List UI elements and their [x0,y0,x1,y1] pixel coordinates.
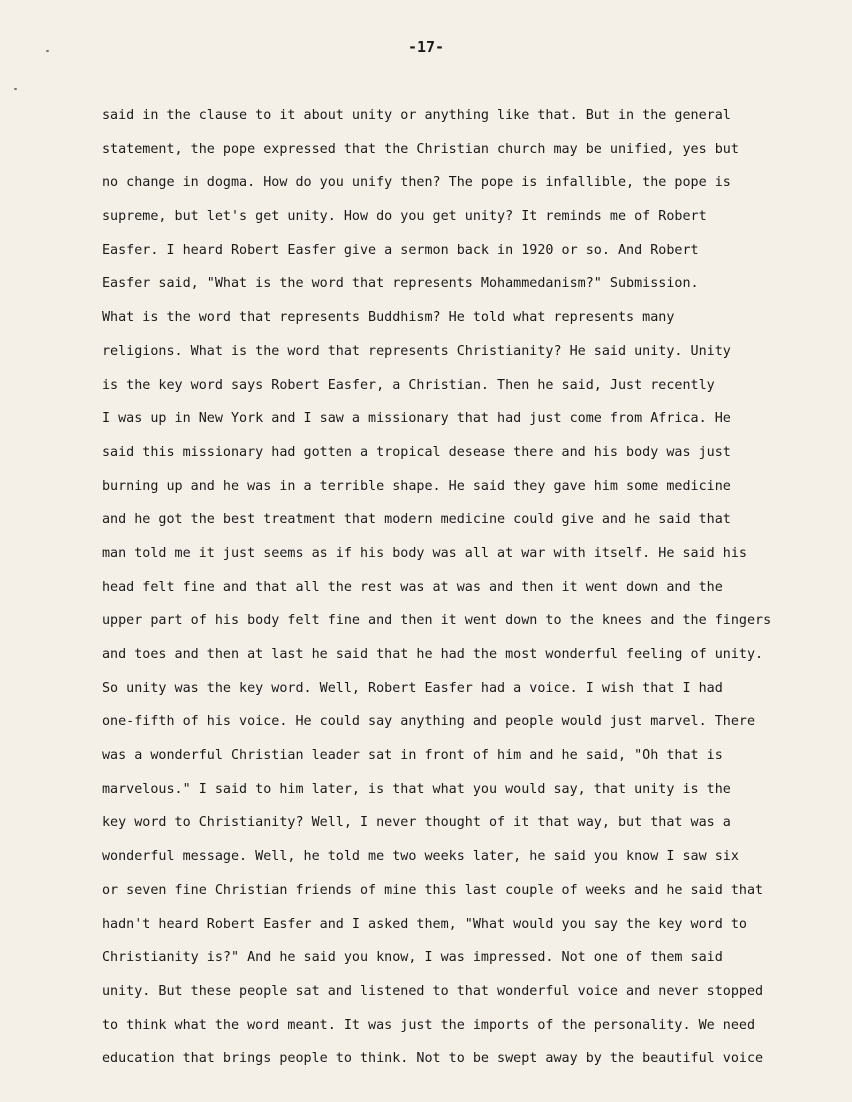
text-line: key word to Christianity? Well, I never thought of it that way, but that was a [102,815,731,831]
text-line: or seven fine Christian friends of mine this last couple of weeks and he said that [102,882,764,898]
text-line: upper part of his body felt fine and then it went down to the knees and the fingers [102,613,772,629]
text-line: So unity was the key word. Well, Robert Easfer had a voice. I wish that I had [102,680,723,696]
text-line: and toes and then at last he said that he had the most wonderful feeling of unity. [102,647,764,662]
text-line: man told me it just seems as if his body was all at war with itself. He said his [102,545,747,561]
text-line: What is the word that represents Buddhism? He told what represents many [102,310,675,326]
text-line: burning up and he was in a terrible shape. He said they gave him some medicine [102,478,731,494]
text-line: education that brings people to think. Not to be swept away by the beautiful voice [102,1051,764,1067]
page-number: -17- [407,38,445,56]
text-line: Christianity is?" And he said you know, I was impressed. Not one of them said [102,950,723,966]
text-line: I was up in New York and I saw a missionary that had just come from Africa. He [102,411,731,427]
text-line: to think what the word meant. It was just the imports of the personality. We need [102,1017,756,1033]
body-text [102,106,822,1083]
text-line: said this missionary had gotten a tropical desease there and his body was just [102,444,731,460]
text-line: statement, the pope expressed that the Christian church may be unified, yes but [102,141,739,157]
text-line: Easfer said, "What is the word that represents Mohammedanism?" Submission. [102,276,699,292]
text-line: supreme, but let's get unity. How do you get unity? It reminds me of Robert [102,209,707,225]
text-line: Easfer. I heard Robert Easfer give a sermon back in 1920 or so. And Robert [102,242,699,258]
text-line: marvelous." I said to him later, is that what you would say, that unity is the [102,781,731,797]
text-line: no change in dogma. How do you unify then? The pope is infallible, the pope is [102,175,731,191]
ink-speck [14,88,17,90]
text-line: religions. What is the word that represents Christianity? He said unity. Unity [102,343,731,359]
text-line: head felt fine and that all the rest was at was and then it went down and the [102,579,723,595]
text-line: said in the clause to it about unity or anything like that. But in the general [102,108,731,123]
text-line: was a wonderful Christian leader sat in front of him and he said, "Oh that is [102,748,723,764]
text-line: one-fifth of his voice. He could say anything and people would just marvel. There [102,714,756,730]
text-line: hadn't heard Robert Easfer and I asked them, "What would you say the key word to [102,916,747,932]
text-line: and he got the best treatment that modern medicine could give and he said that [102,512,731,528]
text-line: is the key word says Robert Easfer, a Christian. Then he said, Just recently [102,377,715,393]
text-line: unity. But these people sat and listened to that wonderful voice and never stopped [102,983,764,999]
text-line: wonderful message. Well, he told me two weeks later, he said you know I saw six [102,849,739,865]
